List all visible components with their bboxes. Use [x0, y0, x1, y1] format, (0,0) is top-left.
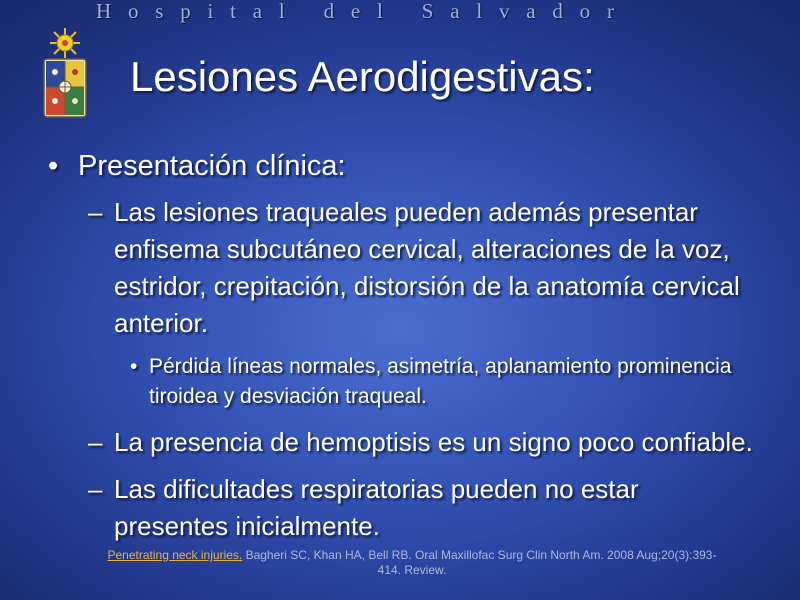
reference-text: Bagheri SC, Khan HA, Bell RB. Oral Maxillofac Surg Clin North Am. 2008 Aug;20(3):393-414. Review.	[242, 548, 717, 577]
sub-bullet-text: La presencia de hemoptisis es un signo poco confiable.	[114, 427, 753, 457]
slide-title: Lesiones Aerodigestivas:	[130, 53, 595, 100]
bullet-text: Presentación clínica:	[78, 150, 346, 182]
university-crest-icon	[38, 26, 92, 122]
sub-bullet-text: Las dificultades respiratorias pueden no estar presentes inicialmente.	[114, 474, 639, 541]
sub-bullet-dificultades-respiratorias	[88, 471, 758, 545]
slide-body	[48, 148, 758, 555]
reference-citation	[102, 548, 722, 578]
bullet-presentacion	[48, 148, 758, 184]
sub-sub-bullet-text: Pérdida líneas normales, asimetría, aplanamiento prominencia tiroidea y desviación traqueal.	[149, 355, 732, 408]
dash-marker: –	[88, 474, 103, 504]
sub-bullet-lesiones-traqueales	[88, 194, 758, 342]
sub-bullet-hemoptisis	[88, 424, 758, 461]
dash-marker: –	[88, 427, 103, 457]
dash-marker: –	[88, 197, 103, 227]
sub-sub-bullet-perdida-lineas	[130, 352, 758, 412]
bullet-marker: •	[48, 150, 59, 182]
reference-link[interactable]: Penetrating neck injuries.	[107, 548, 243, 562]
hospital-name-banner: Hospital del Salvador	[96, 0, 631, 23]
small-bullet-marker: •	[130, 355, 138, 378]
sun-emblem-icon	[50, 28, 80, 58]
sub-bullet-text: Las lesiones traqueales pueden además presentar enfisema subcutáneo cervical, alteraciones de la voz, estridor, crepitación, distorsión de la anatomía cervical anterior.	[114, 197, 740, 338]
